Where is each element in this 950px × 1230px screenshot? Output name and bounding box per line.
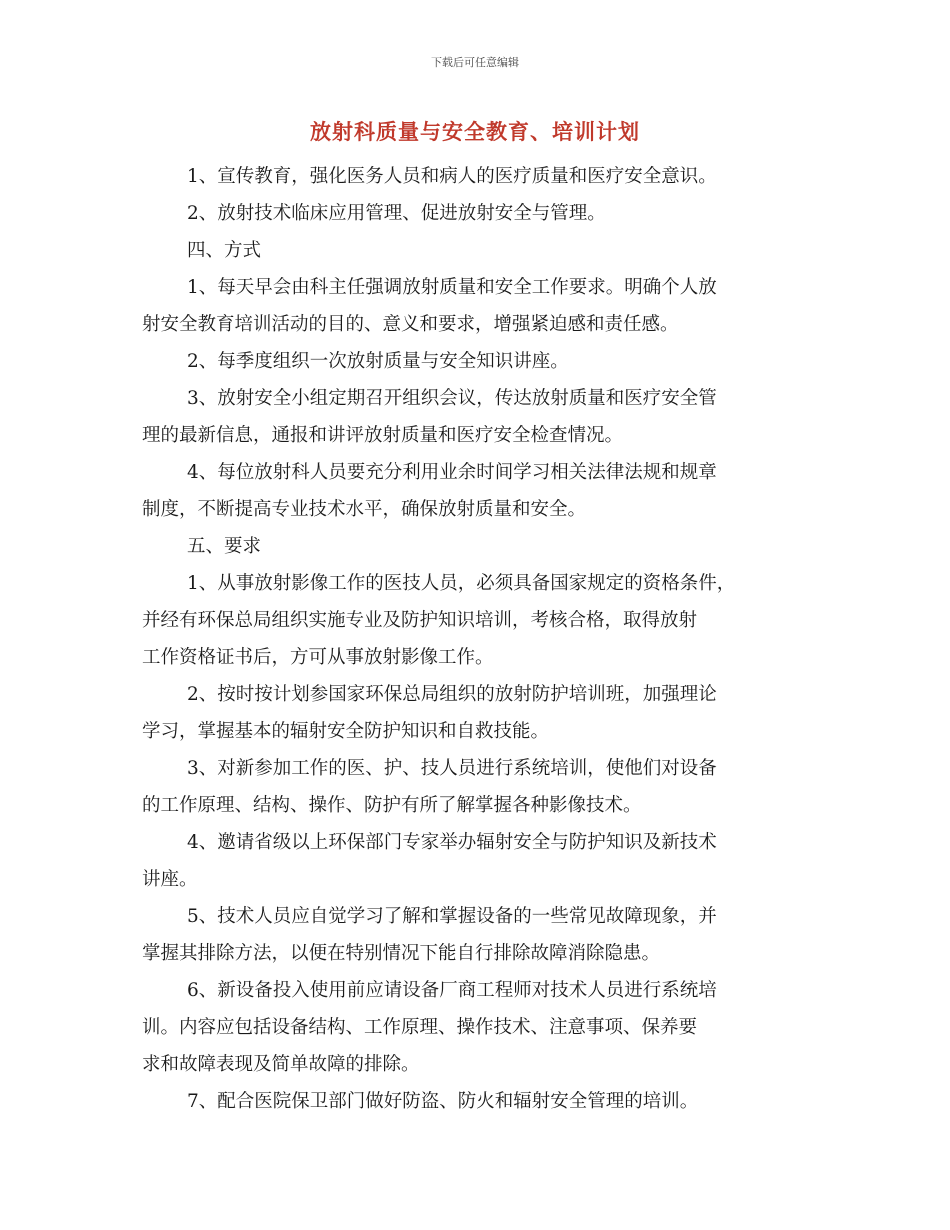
body-line: 制度，不断提高专业技术水平，确保放射质量和安全。 — [142, 499, 587, 520]
body-line: 2、放射技术临床应用管理、促进放射安全与管理。 — [187, 203, 606, 224]
body-line: 1、宣传教育，强化医务人员和病人的医疗质量和医疗安全意识。 — [187, 166, 717, 187]
body-line: 的工作原理、结构、操作、防护有所了解掌握各种影像技术。 — [142, 795, 642, 816]
body-line: 掌握其排除方法，以便在特别情况下能自行排除故障消除隐患。 — [142, 943, 661, 964]
body-line: 1、每天早会由科主任强调放射质量和安全工作要求。明确个人放 — [187, 277, 717, 298]
document-title: 放射科质量与安全教育、培训计划 — [310, 120, 640, 144]
body-line: 6、新设备投入使用前应请设备厂商工程师对技术人员进行系统培 — [187, 980, 717, 1001]
body-line: 4、每位放射科人员要充分利用业余时间学习相关法律法规和规章 — [187, 462, 717, 483]
body-line: 4、邀请省级以上环保部门专家举办辐射安全与防护知识及新技术 — [187, 832, 717, 853]
body-line: 3、对新参加工作的医、护、技人员进行系统培训，使他们对设备 — [187, 758, 717, 779]
body-line: 5、技术人员应自觉学习了解和掌握设备的一些常见故障现象，并 — [187, 906, 717, 927]
body-line: 7、配合医院保卫部门做好防盗、防火和辐射安全管理的培训。 — [187, 1091, 699, 1112]
body-line: 学习，掌握基本的辐射安全防护知识和自救技能。 — [142, 721, 550, 742]
body-line: 1、从事放射影像工作的医技人员，必须具备国家规定的资格条件， — [187, 573, 736, 594]
body-line: 理的最新信息，通报和讲评放射质量和医疗安全检查情况。 — [142, 425, 624, 446]
body-line: 2、按时按计划参国家环保总局组织的放射防护培训班，加强理论 — [187, 684, 717, 705]
body-line: 讲座。 — [142, 869, 198, 890]
document-body — [142, 158, 812, 1120]
body-line: 五、要求 — [187, 536, 262, 557]
body-line: 工作资格证书后，方可从事放射影像工作。 — [142, 647, 494, 668]
page-header: 下载后可任意编辑 — [431, 56, 519, 69]
body-line: 训。内容应包括设备结构、工作原理、操作技术、注意事项、保养要 — [142, 1017, 698, 1038]
body-line: 求和故障表现及简单故障的排除。 — [142, 1054, 420, 1075]
body-line: 射安全教育培训活动的目的、意义和要求，增强紧迫感和责任感。 — [142, 314, 679, 335]
body-line: 并经有环保总局组织实施专业及防护知识培训，考核合格，取得放射 — [142, 610, 698, 631]
body-line: 四、方式 — [187, 240, 262, 261]
body-line: 3、放射安全小组定期召开组织会议，传达放射质量和医疗安全管 — [187, 388, 717, 409]
body-line: 2、每季度组织一次放射质量与安全知识讲座。 — [187, 351, 569, 372]
